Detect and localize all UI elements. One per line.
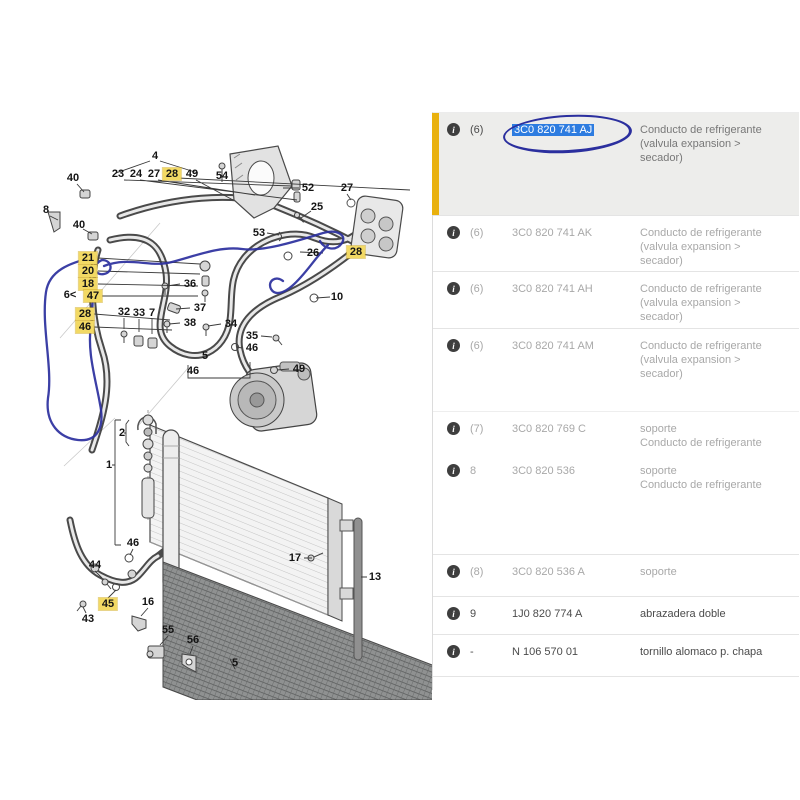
diagram-label-54: 54 <box>215 170 229 182</box>
diagram-label-36: 36 <box>183 278 197 290</box>
diagram-label-28: 28 <box>76 308 94 320</box>
description-line: Conducto de refrigerante <box>640 340 762 352</box>
part-number-cell[interactable] <box>512 339 640 353</box>
diagram-label-18: 18 <box>79 278 97 290</box>
description-line: secador) <box>640 311 683 323</box>
position-cell: (6) <box>470 227 484 239</box>
description-cell <box>640 464 795 492</box>
table-row[interactable] <box>433 454 799 554</box>
diagram-label-47: 47 <box>84 290 102 302</box>
description-line: secador) <box>640 368 683 380</box>
diagram-label-5: 5 <box>231 657 239 669</box>
diagram-label-34: 34 <box>224 318 238 330</box>
diagram-label-55: 55 <box>161 624 175 636</box>
description-cell <box>640 339 795 381</box>
info-icon[interactable]: i <box>447 226 460 239</box>
diagram-label-5: 5 <box>201 350 209 362</box>
description-line: Conducto de refrigerante <box>640 283 762 295</box>
description-cell <box>640 565 795 579</box>
diagram-label-17: 17 <box>288 552 302 564</box>
diagram-label-24: 24 <box>129 168 143 180</box>
part-number-cell[interactable] <box>512 645 640 659</box>
diagram-label-25: 25 <box>310 201 324 213</box>
diagram-label-4: 4 <box>151 150 159 162</box>
part-number-text: 3C0 820 741 AM <box>512 340 594 352</box>
description-cell <box>640 123 795 165</box>
diagram-label-16: 16 <box>141 596 155 608</box>
part-number-cell[interactable] <box>512 123 640 137</box>
position-cell: (6) <box>470 340 484 352</box>
description-line: soporte <box>640 566 677 578</box>
part-number-cell[interactable] <box>512 464 640 478</box>
diagram-label-46: 46 <box>126 537 140 549</box>
diagram-label-32: 32 <box>117 306 131 318</box>
diagram-label-46: 46 <box>245 342 259 354</box>
position-cell: 9 <box>470 608 477 620</box>
diagram-label-37: 37 <box>193 302 207 314</box>
info-icon[interactable]: i <box>447 282 460 295</box>
parts-table <box>432 112 799 690</box>
diagram-label-38: 38 <box>183 317 197 329</box>
position-cell: (8) <box>470 566 484 578</box>
table-row[interactable] <box>433 112 799 215</box>
diagram-label-49: 49 <box>292 363 306 375</box>
diagram-label-49: 49 <box>185 168 199 180</box>
part-number-text: 3C0 820 741 AH <box>512 283 593 295</box>
parts-rows <box>433 112 799 677</box>
description-cell <box>640 282 795 324</box>
part-number-cell[interactable] <box>512 607 640 621</box>
diagram-label-13: 13 <box>368 571 382 583</box>
table-row[interactable] <box>433 328 799 411</box>
table-row[interactable] <box>433 634 799 676</box>
diagram-label-40: 40 <box>72 219 86 231</box>
description-line: (valvula expansion > <box>640 241 741 253</box>
diagram-label-27: 27 <box>147 168 161 180</box>
diagram-label-33: 33 <box>132 307 146 319</box>
diagram-label-2: 2 <box>118 427 126 439</box>
diagram-label-43: 43 <box>81 613 95 625</box>
diagram-label-46: 46 <box>186 365 200 377</box>
part-number-cell[interactable] <box>512 226 640 240</box>
description-line: Conducto de refrigerante <box>640 437 762 449</box>
diagram-label-28: 28 <box>347 246 365 258</box>
diagram-label-52: 52 <box>301 182 315 194</box>
part-number-cell[interactable] <box>512 422 640 436</box>
part-number-text: 1J0 820 774 A <box>512 608 583 620</box>
description-line: Conducto de refrigerante <box>640 124 762 136</box>
info-icon[interactable]: i <box>447 123 460 136</box>
diagram-label-40: 40 <box>66 172 80 184</box>
description-line: tornillo alomaco p. chapa <box>640 646 763 658</box>
part-number-text: N 106 570 01 <box>512 646 579 658</box>
diagram-label-10: 10 <box>330 291 344 303</box>
description-line: secador) <box>640 152 683 164</box>
seal-strip <box>354 518 362 660</box>
diagram-label-20: 20 <box>79 265 97 277</box>
description-line: (valvula expansion > <box>640 297 741 309</box>
diagram-label-46: 46 <box>76 321 94 333</box>
description-cell <box>640 645 795 659</box>
info-icon[interactable]: i <box>447 645 460 658</box>
description-line: Conducto de refrigerante <box>640 479 762 491</box>
table-row[interactable] <box>433 271 799 328</box>
part-number-cell[interactable] <box>512 565 640 579</box>
position-cell: 8 <box>470 465 477 477</box>
position-cell: (6) <box>470 283 484 295</box>
diagram-label-6: 6< <box>63 289 77 301</box>
diagram-label-1: 1 <box>105 459 113 471</box>
info-icon[interactable]: i <box>447 422 460 435</box>
diagram-label-56: 56 <box>186 634 200 646</box>
description-line: soporte <box>640 423 677 435</box>
diagram-label-28: 28 <box>163 168 181 180</box>
part-number-text: 3C0 820 741 AK <box>512 227 593 239</box>
description-cell <box>640 226 795 268</box>
part-number-text: 3C0 820 769 C <box>512 423 586 435</box>
diagram-label-23: 23 <box>111 168 125 180</box>
description-line: secador) <box>640 255 683 267</box>
part-number-cell[interactable] <box>512 282 640 296</box>
part-number-text: 3C0 820 536 <box>512 465 575 477</box>
diagram-label-35: 35 <box>245 330 259 342</box>
table-row[interactable] <box>433 215 799 271</box>
position-cell: (7) <box>470 423 484 435</box>
table-row[interactable] <box>433 554 799 596</box>
description-line: abrazadera doble <box>640 608 726 620</box>
description-line: (valvula expansion > <box>640 138 741 150</box>
diagram-label-8: 8 <box>42 204 50 216</box>
diagram-panel <box>20 128 432 700</box>
diagram-label-53: 53 <box>252 227 266 239</box>
part-number-text: 3C0 820 741 AJ <box>514 124 593 136</box>
description-line: soporte <box>640 465 677 477</box>
description-line: Conducto de refrigerante <box>640 227 762 239</box>
description-cell <box>640 422 795 450</box>
diagram-label-45: 45 <box>99 598 117 610</box>
description-cell <box>640 607 795 621</box>
position-cell: (6) <box>470 124 484 136</box>
diagram-label-7: 7 <box>148 307 156 319</box>
diagram-label-21: 21 <box>79 252 97 264</box>
diagram-label-44: 44 <box>88 559 102 571</box>
diagram-label-26: 26 <box>306 247 320 259</box>
part-number-text: 3C0 820 536 A <box>512 566 585 578</box>
position-cell: - <box>470 646 474 658</box>
info-icon[interactable]: i <box>447 607 460 620</box>
info-icon[interactable]: i <box>447 464 460 477</box>
table-row[interactable] <box>433 411 799 454</box>
diagram-label-27: 27 <box>340 182 354 194</box>
table-row[interactable] <box>433 596 799 634</box>
description-line: (valvula expansion > <box>640 354 741 366</box>
info-icon[interactable]: i <box>447 339 460 352</box>
info-icon[interactable]: i <box>447 565 460 578</box>
